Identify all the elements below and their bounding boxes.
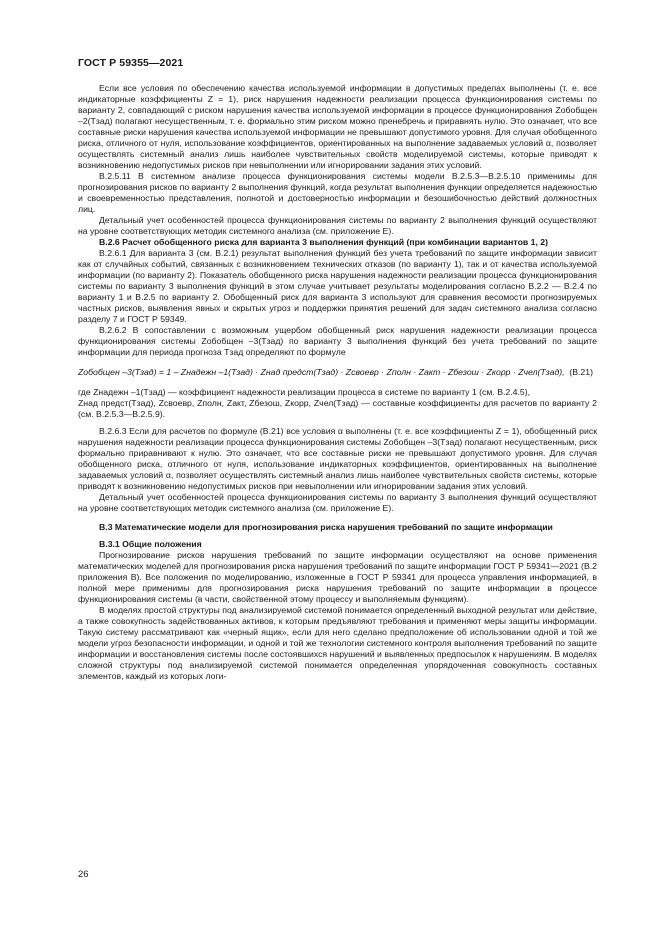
formula-number: (В.21) — [569, 367, 593, 377]
paragraph: В.2.6.2 В сопоставлении с возможным ущербом обобщенный риск нарушения надежности реализации процесса функционирования системы Zобобщен –3(Tзад) по варианту 3 выполнения функций без учета требований по защите информации для периода прогноза Tзад определяют по формуле — [78, 325, 597, 357]
document-header: ГОСТ Р 59355—2021 — [78, 57, 184, 69]
section-heading: В.3 Математические модели для прогнозирования риска нарушения требований по защите информации — [99, 522, 553, 532]
subsection-heading: В.3.1 Общие положения — [99, 539, 202, 549]
section-heading: В.2.6 Расчет обобщенного риска для варианта 3 выполнения функций (при комбинации вариантов 1, 2) — [99, 237, 549, 247]
paragraph: Если все условия по обеспечению качества используемой информации в допустимых пределах выполнены (т. е. все индикаторные коэффициенты Z = 1), риск нарушения надежности реализации процесса функционирования системы по варианту 2, совпадающий с риском нарушения качества используемой информации в процессе функционирования Zобобщен –2(Tзад) полагают несущественным, т. е. формально этим риском можно пренебречь и приравнять нулю. Это означает, что все составные риски нарушения качества используемой информации не превышают допустимого уровня. Для случая обобщенного риска, отличного от нуля, использование коэффициентов, ориентированных на выполнение задаваемых условий α, позволяет осуществлять системный анализ лишь наиболее чувствительных свойств моделируемой системы, которые приводят к возникновению недопустимых рисков при невыполнении или игнорировании задания этих условий. — [78, 83, 597, 170]
document-body — [78, 83, 597, 682]
paragraph: Детальный учет особенностей процесса функционирования системы по варианту 3 выполнения функций осуществляют на уровне соответствующих методик системного анализа (см. приложение Е). — [78, 492, 597, 513]
paragraph: В.2.6.1 Для варианта 3 (см. В.2.1) результат выполнения функций без учета требований по защите информации зависит как от случайных событий, связанных с возникновением технических отказов (по варианту 1), так и от качества используемой информации (по варианту 2). Показатель обобщенного риска нарушения надежности реализации процесса функционирования системы по варианту 3 выполнения функций в этом случае учитывает результаты моделирования согласно В.2.2 — В.2.4 по варианту 1 и В.2.5 по варианту 2. Обобщенный риск для варианта 3 используют для сравнения весомости прогнозируемых частных рисков, выявления явных и скрытых угроз и поддержки принятия решений для задач системного анализа согласно разделу 7 и ГОСТ Р 59349. — [78, 248, 597, 324]
formula-explanation: Zнад предст(Tзад), Zсвоевр, Zполн, Zакт, Zбезош, Zкорр, Zчел(Tзад) — составные коэффициенты для расчетов по варианту 2 (см. В.2.5.3—В.2.5.9). — [78, 398, 597, 419]
paragraph: Детальный учет особенностей процесса функционирования системы по варианту 2 выполнения функций осуществляют на уровне соответствующих методик системного анализа (см. приложение Е). — [78, 215, 597, 236]
paragraph: В.2.6.3 Если для расчетов по формуле (В.21) все условия α выполнены (т. е. все коэффициенты Z = 1), обобщенный риск нарушения надежности реализации процесса функционирования системы Zобобщен –3(Tзад) полагают несущественным, риск формально приравнивают к нулю. Это означает, что все составные риски не превышают допустимого уровня. Для случая обобщенного риска, отличного от нуля, использование индикаторных коэффициентов, ориентированных на выполнение задаваемых условий α, позволяет осуществлять системный анализ лишь наиболее чувствительных свойств системы, которые приводят к возникновению недопустимых рисков при невыполнении или игнорировании задания этих условий. — [78, 426, 597, 491]
paragraph: Прогнозирование рисков нарушения требований по защите информации осуществляют на основе применения математических моделей для прогнозирования риска нарушения требований по защите информации ГОСТ Р 59341—2021 (В.2 приложения В). Все положения по моделированию, изложенные в ГОСТ Р 59341 для процесса управления информацией, в полной мере применимы для прогнозирования риска нарушения требований по защите информации в процессе функционирования системы (в части, свойственной этому процессу и выполняемым функциям). — [78, 550, 597, 604]
formula-explanation: где Zнадежн –1(Tзад) — коэффициент надежности реализации процесса в системе по варианту 1 (см. В.2.4.5), — [78, 387, 531, 397]
paragraph: В.2.5.11 В системном анализе процесса функционирования системы модели В.2.5.3—В.2.5.10 применимы для прогнозирования рисков по варианту 2 выполнения функций, когда результат выполнения функции определяется надежностью и своевременностью представления, полнотой и достоверностью информации и безошибочностью действий должностных лиц. — [78, 171, 597, 214]
formula-expression: Zобобщен –3(Tзад) = 1 – Zнадежн –1(Tзад) · Zнад предст(Tзад) · Zсвоевр · Zполн · Zакт · Zбезош · Zкорр · Zчел(Tзад), — [78, 367, 565, 377]
formula-b21 — [78, 367, 597, 378]
page-number: 26 — [78, 869, 89, 880]
paragraph: В моделях простой структуры под анализируемой системой понимается определенный выходной результат или действие, а также совокупность задействованных активов, к которым предъявляют требования и применяют меры защиты информации. Такую систему рассматривают как «черный ящик», если для него сделано предположение об использовании одной и той же модели угроз безопасности информации, и одной и той же технологии системного контроля выполнения требований по защите информации и восстановления системы после состоявшихся нарушений и выявленных предпосылок к нарушениям. В моделях сложной структуры под анализируемой системой понимается определенная упорядоченная совокупность составных элементов, каждый из которых логи- — [78, 605, 597, 681]
